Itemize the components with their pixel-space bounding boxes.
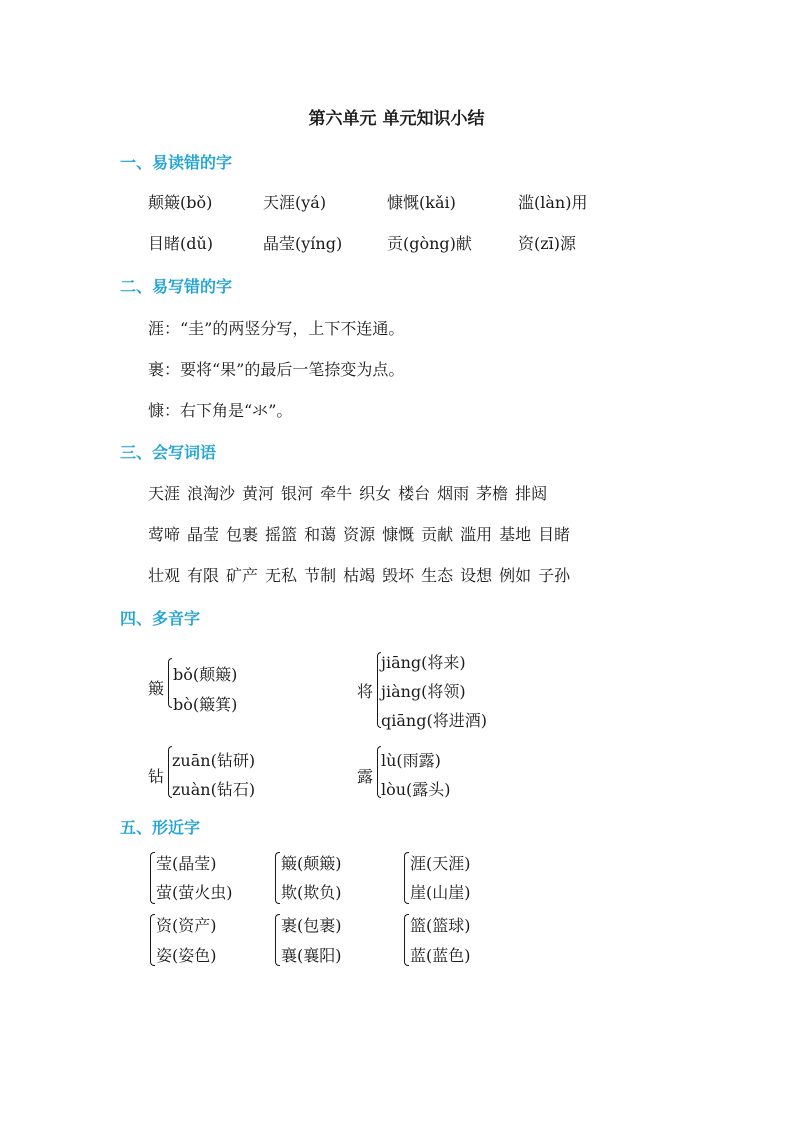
writing-tip-prefix: 慷：右下角是“ — [148, 401, 253, 420]
word: 银河 — [281, 484, 314, 503]
easy-misread-word: 目睹(dǔ) — [148, 234, 214, 253]
radical-glyph: 氺 — [252, 401, 269, 420]
polyphone-reading: bǒ(颠簸) — [173, 665, 238, 684]
word-row — [148, 481, 554, 504]
word: 排闼 — [515, 484, 548, 503]
section-heading-4: 四、多音字 — [120, 609, 201, 628]
word-row — [148, 563, 577, 586]
brace — [275, 852, 280, 904]
word: 和蔼 — [304, 525, 337, 544]
similar-char: 崖(山崖) — [410, 883, 471, 902]
word: 摇篮 — [265, 525, 298, 544]
polyphone-char: 钻 — [148, 767, 165, 786]
writing-tip-suffix: ”。 — [268, 401, 293, 420]
similar-char: 簸(颠簸) — [281, 854, 342, 873]
brace — [404, 852, 409, 904]
word: 毁坏 — [382, 566, 415, 585]
word: 基地 — [499, 525, 532, 544]
similar-char: 姿(姿色) — [156, 946, 217, 965]
easy-misread-word: 资(zī)源 — [518, 234, 577, 253]
brace — [150, 914, 155, 966]
word: 晶莹 — [187, 525, 220, 544]
easy-misread-word: 滥(làn)用 — [518, 193, 588, 212]
word: 莺啼 — [148, 525, 181, 544]
polyphone-group — [357, 742, 507, 812]
word: 楼台 — [398, 484, 431, 503]
word: 慷慨 — [382, 525, 415, 544]
similar-char: 蓝(蓝色) — [410, 946, 471, 965]
polyphone-reading: zuān(钻研) — [172, 751, 256, 770]
word: 无私 — [265, 566, 298, 585]
similar-char: 篮(篮球) — [410, 916, 471, 935]
brace — [275, 914, 280, 966]
word: 烟雨 — [437, 484, 470, 503]
word: 牵牛 — [320, 484, 353, 503]
word: 子孙 — [538, 566, 571, 585]
section-heading-3: 三、会写词语 — [120, 443, 217, 462]
word: 生态 — [421, 566, 454, 585]
similar-char: 裹(包裹) — [281, 916, 342, 935]
polyphone-reading: jiāng(将来) — [381, 653, 466, 672]
easy-misread-word: 天涯(yá) — [263, 193, 327, 212]
brace — [168, 658, 172, 708]
word: 贡献 — [421, 525, 454, 544]
similar-char: 襄(襄阳) — [281, 946, 342, 965]
similar-char: 资(资产) — [156, 916, 217, 935]
section-heading-2: 二、易写错的字 — [120, 277, 233, 296]
polyphone-reading: zuàn(钻石) — [172, 780, 256, 799]
page-title: 第六单元 单元知识小结 — [308, 109, 485, 129]
word: 目睹 — [538, 525, 571, 544]
polyphone-reading: jiàng(将领) — [381, 682, 466, 701]
word: 节制 — [304, 566, 337, 585]
word: 壮观 — [148, 566, 181, 585]
word: 浪淘沙 — [187, 484, 236, 503]
easy-misread-word: 贡(gòng)献 — [387, 234, 472, 253]
polyphone-group — [148, 742, 298, 812]
easy-misread-word: 慷慨(kǎi) — [387, 193, 456, 212]
easy-misread-word: 晶莹(yíng) — [263, 234, 343, 253]
word: 设想 — [460, 566, 493, 585]
writing-tip: 裹：要将“果”的最后一笔捺变为点。 — [148, 360, 405, 379]
polyphone-char: 露 — [357, 767, 374, 786]
section-heading-5: 五、形近字 — [120, 818, 201, 837]
word: 有限 — [187, 566, 220, 585]
word: 资源 — [343, 525, 376, 544]
section-heading-1: 一、易读错的字 — [120, 153, 233, 172]
writing-tip: 涯：“圭”的两竖分写，上下不连通。 — [148, 319, 405, 338]
word: 天涯 — [148, 484, 181, 503]
word: 茅檐 — [476, 484, 509, 503]
polyphone-char: 簸 — [148, 679, 165, 698]
polyphone-reading: lù(雨露) — [381, 751, 441, 770]
polyphone-reading: lòu(露头) — [381, 780, 451, 799]
word-row — [148, 522, 577, 545]
polyphone-reading: qiāng(将进酒) — [381, 711, 487, 730]
word: 黄河 — [242, 484, 275, 503]
polyphone-group — [357, 646, 537, 736]
easy-misread-word: 颠簸(bǒ) — [148, 193, 213, 212]
brace — [404, 914, 409, 966]
brace — [150, 852, 155, 904]
polyphone-reading: bò(簸箕) — [173, 695, 238, 714]
writing-tip — [148, 398, 292, 421]
word: 滥用 — [460, 525, 493, 544]
word: 枯竭 — [343, 566, 376, 585]
word: 织女 — [359, 484, 392, 503]
similar-char: 欺(欺负) — [281, 883, 342, 902]
polyphone-char: 将 — [357, 682, 374, 701]
word: 矿产 — [226, 566, 259, 585]
polyphone-group — [148, 652, 298, 722]
similar-char: 萤(萤火虫) — [156, 883, 233, 902]
word: 包裹 — [226, 525, 259, 544]
word: 例如 — [499, 566, 532, 585]
similar-char: 涯(天涯) — [410, 854, 471, 873]
similar-char: 莹(晶莹) — [156, 854, 217, 873]
